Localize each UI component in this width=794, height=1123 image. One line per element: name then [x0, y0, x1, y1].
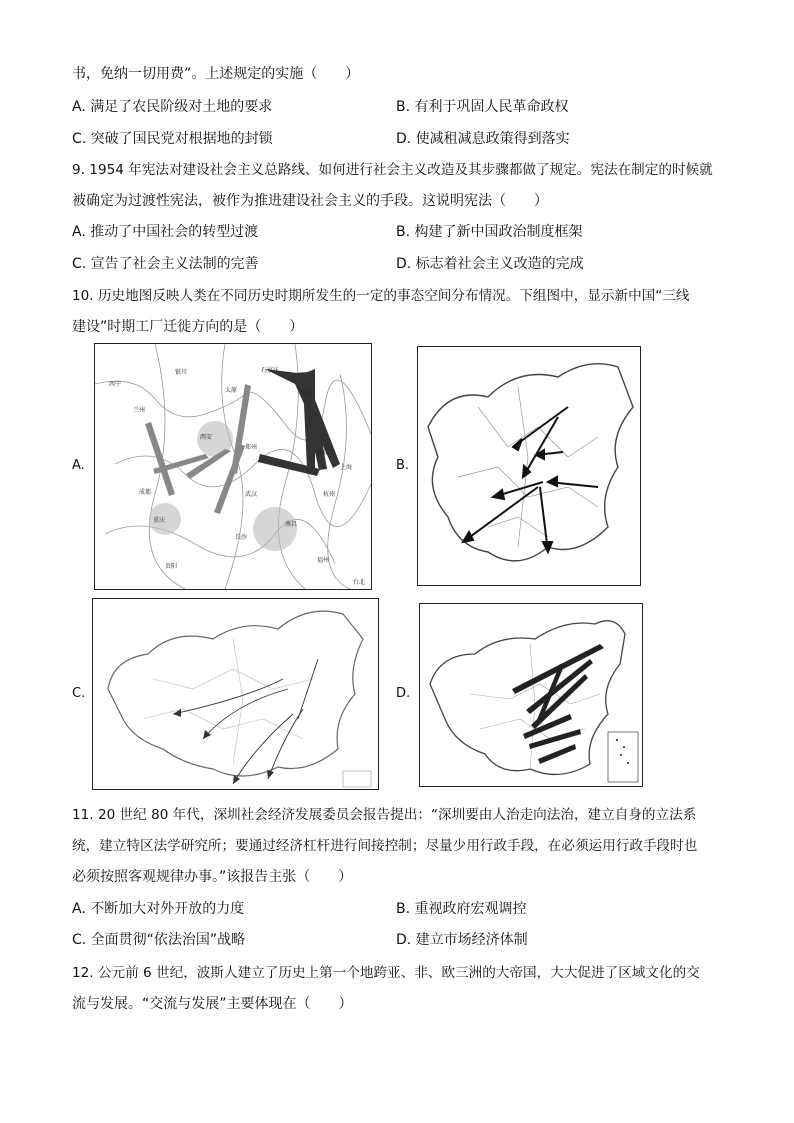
q9-option-b: B. 构建了新中国政治制度框架	[396, 224, 583, 240]
map-a-place: 台北	[353, 579, 366, 586]
q12-stem-line2: 流与发展。“交流与发展”主要体现在（ ）	[72, 996, 353, 1012]
map-a-place: 长沙	[235, 534, 248, 541]
map-a-place: 贵阳	[165, 563, 178, 570]
q12-stem-line1: 12. 公元前 6 世纪，波斯人建立了历史上第一个地跨亚、非、欧三洲的大帝国，大大促进了区域文化的交	[72, 965, 700, 981]
map-a-place: 福州	[317, 557, 330, 564]
map-c-image[interactable]	[92, 598, 379, 790]
map-d-label: D.	[396, 686, 411, 701]
q9-stem-line1: 9. 1954 年宪法对建设社会主义总路线、如何进行社会主义改造及其步骤都做了规定。宪法在制定的时候就	[72, 162, 713, 178]
map-a-place: 重庆	[153, 517, 166, 524]
map-a-place: 南昌	[285, 521, 298, 528]
map-d-image[interactable]	[419, 603, 643, 787]
map-a-place: 银川	[175, 369, 188, 376]
map-c-label: C.	[72, 686, 86, 701]
map-a-place: 济南	[300, 391, 313, 398]
q11-stem-line3: 必须按照客观规律办事。”该报告主张（ ）	[72, 869, 353, 885]
q8-option-c: C. 突破了国民党对根据地的封锁	[72, 131, 273, 147]
map-a-place: 西安	[200, 434, 213, 441]
map-a-place: 郑州	[245, 444, 258, 451]
q8-stem-tail: 书，免纳一切用费”。上述规定的实施（ ）	[72, 66, 360, 82]
map-a-place: 成都	[139, 489, 152, 496]
q8-option-a: A. 满足了农民阶级对土地的要求	[72, 99, 273, 115]
map-a-place: 武汉	[245, 491, 258, 498]
q11-option-c: C. 全面贯彻“依法治国”战略	[72, 932, 246, 948]
q9-option-d: D. 标志着社会主义改造的完成	[396, 256, 584, 272]
q11-stem-line1: 11. 20 世纪 80 年代，深圳社会经济发展委员会报告提出：“深圳要由人治走向法治，建立自身的立法系	[72, 807, 697, 823]
q11-option-b: B. 重视政府宏观调控	[396, 901, 527, 917]
q11-option-a: A. 不断加大对外开放的力度	[72, 901, 245, 917]
q10-stem-line2: 建设”时期工厂迁徙方向的是（ ）	[72, 319, 304, 335]
q10-stem-line1: 10. 历史地图反映人类在不同历史时期所发生的一定的事态空间分布情况。下组图中，显示新中国“三线	[72, 288, 690, 304]
q9-stem-line2: 被确定为过渡性宪法，被作为推进建设社会主义的手段。这说明宪法（ ）	[72, 193, 548, 209]
map-b-label: B.	[396, 458, 410, 473]
map-a-place: 太原	[225, 387, 238, 394]
q9-option-c: C. 宣告了社会主义法制的完善	[72, 256, 259, 272]
map-a-place: 杭州	[323, 491, 336, 498]
map-a-image[interactable]	[94, 343, 372, 590]
q11-option-d: D. 建立市场经济体制	[396, 932, 528, 948]
q8-option-d: D. 使减租减息政策得到落实	[396, 131, 570, 147]
map-a-label: A.	[72, 458, 85, 473]
map-b-image[interactable]	[417, 346, 641, 586]
map-a-place: 兰州	[133, 407, 146, 414]
map-a-place: 上海	[340, 464, 353, 471]
map-a-place: 南京	[317, 449, 330, 456]
q8-option-b: B. 有利于巩固人民革命政权	[396, 99, 569, 115]
q9-option-a: A. 推动了中国社会的转型过渡	[72, 224, 259, 240]
map-a-place: 石家庄	[261, 367, 280, 374]
map-a-place: 西宁	[109, 381, 122, 388]
q11-stem-line2: 统，建立特区法学研究所；要通过经济杠杆进行间接控制；尽量少用行政手段，在必须运用行政手段时也	[72, 838, 698, 854]
